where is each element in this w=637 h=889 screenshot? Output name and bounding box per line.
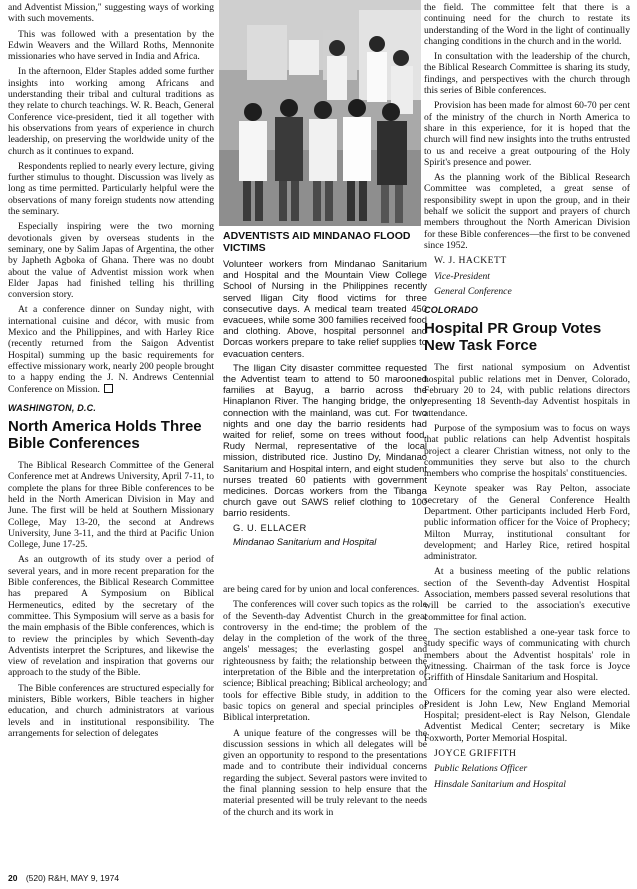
- caption-title: ADVENTISTS AID MINDANAO FLOOD VICTIMS: [223, 230, 411, 254]
- signature-name: W. J. HACKETT: [434, 255, 507, 267]
- article-paragraph: A unique feature of the congresses will be the discussion sessions in which all delegates will be given an opportunity to respond to the presentations made and to contribute their individual concerns regarding the subject. Several pastors were invited to the final planning session to help ensure that the material presented will be truly relevant to the needs of the church and its work in: [223, 727, 427, 818]
- article-paragraph: Officers for the coming year also were elected. President is John Lew, New England Memorial Hospital; president-elect is Ray Nelson, Glendale Adventist Medical Center; secretary is Mike Foxworth, Porter Memorial Hospital.: [424, 687, 630, 744]
- article-paragraph: Purpose of the symposium was to focus on ways that public relations can help Adventist hospitals project a clearer Christian witness, not only to the communities they serve but also to the church members who comprise the hospitals' constituencies.: [424, 422, 630, 480]
- caption-body: [223, 258, 427, 547]
- article-paragraph: Especially inspiring were the two morning devotionals given by overseas students in the seminary, one by Salim Japas of Argentina, the other by Japheth Agboka of Ghana. There was no doubt about the value of Adventist mission work when Elder Japas had finished telling his thrilling conversion story.: [8, 221, 214, 301]
- article-paragraph-text: At a conference dinner on Sunday night, with international cuisine and décor, with music from Mexico and the Philippines, and with Harley Rice (recently returned from the Saigon Adventist Hospital) summing up the basic requirements for effective missionary work, nearly 200 people brought to a happy ending the J. N. Andrews Centennial Conference on Mission.: [8, 304, 214, 395]
- column-right: [424, 2, 630, 794]
- caption-paragraph: The Iligan City disaster committee requested the Adventist team to attend to 50 marooned families at Bayug, a barrio across the Hinaplanon River. The hanging bridge, the only connection with the mainland, was cut. For two nights and one day the barrio residents had waited for relief, some on trees without food. Rudy Nermal, representative of the local mission, distributed rice. Justino Dy, Mindanao Sanitarium and Hospital intern, and eight student nurses treated 60 patients with government medicines. Dorcas workers from the Tibanga church gave out SAWS relief clothing to 100 barrio residents.: [223, 361, 427, 519]
- article-paragraph: The section established a one-year task force to study specific ways of communicating with church members about the Adventist hospitals' role in witnessing. Chairman of the task force is Joyce Griffith of Hinsdale Sanitarium and Hospital.: [424, 626, 630, 684]
- signature-title: Hinsdale Sanitarium and Hospital: [434, 778, 566, 790]
- end-of-article-mark: [104, 384, 113, 393]
- article-paragraph: In the afternoon, Elder Staples added some further insights into working among Africans and understanding their tribal and cultural traditions as they relate to church teachings. W. R. Beach, General Conference vice-president, tied it all together with his observations from years of experience in church leadership, on preserving the worldwide unity of the church as it continues to expand.: [8, 66, 214, 157]
- article-paragraph: The Biblical Research Committee of the General Conference met at Andrews University, April 7-11, to complete the plans for three Bible conferences to be held in the North American Division in May and June. The first will be held at Southern Missionary College, May 13-20, the second at Andrews University, June 3-11, and the third at Pacific Union College, June 17-25.: [8, 460, 214, 551]
- headline-hospital-pr: Hospital PR Group Votes New Task Force: [424, 320, 602, 355]
- signature-title: General Conference: [434, 285, 512, 297]
- article-paragraph: and Adventist Mission," suggesting ways of working with such movements.: [8, 2, 214, 25]
- photo-caption: [223, 230, 427, 550]
- page-footer: [8, 873, 628, 883]
- caption-signature-org: Mindanao Sanitarium and Hospital: [233, 535, 377, 547]
- article-paragraph: The conferences will cover such topics as the role of the Seventh-day Adventist Church in the great controversy in the end-time; the problem of the delay in the completion of the work of the three angels' messages; the everlasting gospel and righteousness by faith; the relationship between the interpretation of the Bible and the interpretation of science; Biblical preaching; Biblical archeology; and tools for effective Bible study, in addition to the basic topics on general and special principles of Biblical interpretation.: [223, 599, 427, 724]
- caption-paragraph: Volunteer workers from Mindanao Sanitarium and Hospital and the Mountain View College School of Nursing in the Philippines recently served Iligan City flood victims for three consecutive days. A medical team treated 450 evacuees, while some 300 families received food and clothing. Above, hospital personnel and Dorcas workers prepare to take relief supplies to evacuation centers.: [223, 258, 427, 359]
- signature-name: JOYCE GRIFFITH: [434, 747, 517, 759]
- signature-title: Public Relations Officer: [434, 763, 528, 775]
- article-paragraph: At a business meeting of the public relations section of the Seventh-day Adventist Hospital Association, members passed several resolutions that will be carried to the association's executive committee for final action.: [424, 566, 630, 623]
- signature-title: Vice-President: [434, 270, 490, 282]
- article-paragraph: The first national symposium on Adventist hospital public relations met in Denver, Colorado, February 20 to 24, with public relations directors representing 18 Seventh-day Adventist hospitals in attendance.: [424, 362, 630, 419]
- section-label-washington: WASHINGTON, D.C.: [8, 402, 97, 413]
- headline-bible-conferences: North America Holds Three Bible Conferences: [8, 418, 202, 453]
- article-paragraph: are being cared for by union and local conferences.: [223, 584, 420, 595]
- article-paragraph: Keynote speaker was Ray Pelton, associate secretary of the General Conference Health Department. Other participants included Herb Ford, public information officer for the Voice of Prophecy; Milton Murray, institutional consultant for development; and Harley Rice, retired hospital administrator.: [424, 483, 630, 563]
- article-paragraph: the field. The committee felt that there is a continuing need for the church to restate its understanding of the Word in the light of continually changing conditions in the church and in the world.: [424, 2, 630, 47]
- article-paragraph: As the planning work of the Biblical Research Committee was completed, a great sense of responsibility swept in upon the group, and in their behalf we solicit the support and prayers of church members throughout the North American Division for these Bible conferences—the first to be convened since 1952.: [424, 172, 630, 251]
- article-paragraph: In consultation with the leadership of the church, the Biblical Research Committee is sharing its study, findings, and perspectives with the church through this series of Bible conferences.: [424, 51, 630, 97]
- article-paragraph: Respondents replied to nearly every lecture, giving further stimulus to thought. Discussion was lively as long as time permitted. Particularly helpful were the observations of many foreign students now attending the seminary.: [8, 160, 214, 218]
- page-number: 20: [8, 873, 18, 883]
- caption-signature-name: G. U. ELLACER: [233, 521, 307, 533]
- article-paragraph: The Bible conferences are structured especially for ministers, Bible workers, Bible teachers in higher education, and church administrators at various levels and in institutional responsibility. The arrangements for selection of delegates: [8, 682, 214, 739]
- section-label-colorado: COLORADO: [424, 305, 479, 316]
- column-left: [8, 2, 214, 743]
- article-paragraph: This was followed with a presentation by the Edwin Weavers and the Willard Roths, Mennonite missionaries who have served in India and Africa.: [8, 28, 214, 63]
- column-middle-lower: [223, 584, 427, 822]
- article-paragraph: As an outgrowth of its study over a period of several years, and in more recent preparation for the Bible conferences, the Biblical Research Committee has prepared A Symposium on Biblical Hermeneutics, edited by the secretary of the committee. This Symposium will serve as a basis for the main emphasis of the Bible conferences, which is to review the principles by which Seventh-day Adventists interpret the Scriptures, and likewise the view of revelation and inspiration that governs our approach to the study of the Bible.: [8, 554, 214, 679]
- photo-relief-workers: [219, 0, 421, 226]
- photo-illustration: [219, 0, 421, 226]
- article-paragraph: Provision has been made for almost 60-70 per cent of the ministry of the church in North America to share in this experience, for it is hoped that the church will find new insights into the truths entrusted to us and receive a great outpouring of the Holy Spirit's presence and power.: [424, 100, 630, 168]
- article-paragraph: [8, 304, 214, 394]
- issue-info: (520) R&H, MAY 9, 1974: [25, 873, 120, 883]
